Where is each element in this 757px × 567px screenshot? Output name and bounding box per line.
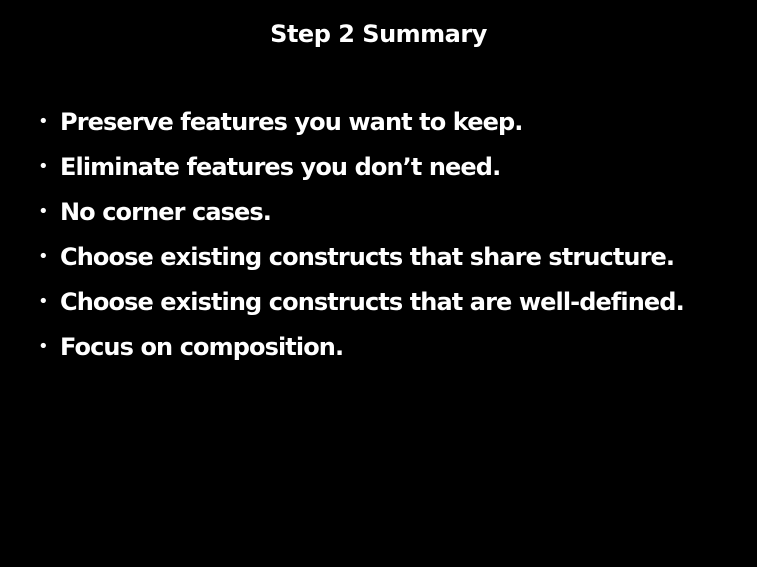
bullet-item bbox=[36, 284, 684, 329]
slide-title: Step 2 Summary bbox=[270, 20, 487, 48]
bullet-text: Eliminate features you don’t need. bbox=[60, 153, 501, 181]
bullet-text: Preserve features you want to keep. bbox=[60, 108, 523, 136]
bullet-icon: • bbox=[38, 201, 49, 222]
bullet-text: Choose existing constructs that are well-defined. bbox=[60, 288, 684, 316]
bullet-icon: • bbox=[38, 336, 49, 357]
bullet-icon: • bbox=[38, 246, 49, 267]
bullet-item bbox=[36, 329, 684, 374]
bullet-item bbox=[36, 239, 684, 284]
bullet-text: Focus on composition. bbox=[60, 333, 344, 361]
bullet-item bbox=[36, 104, 684, 149]
bullet-list bbox=[36, 104, 684, 374]
bullet-icon: • bbox=[38, 291, 49, 312]
bullet-icon: • bbox=[38, 111, 49, 132]
bullet-icon: • bbox=[38, 156, 49, 177]
bullet-item bbox=[36, 194, 684, 239]
bullet-text: Choose existing constructs that share structure. bbox=[60, 243, 675, 271]
bullet-item bbox=[36, 149, 684, 194]
bullet-text: No corner cases. bbox=[60, 198, 272, 226]
